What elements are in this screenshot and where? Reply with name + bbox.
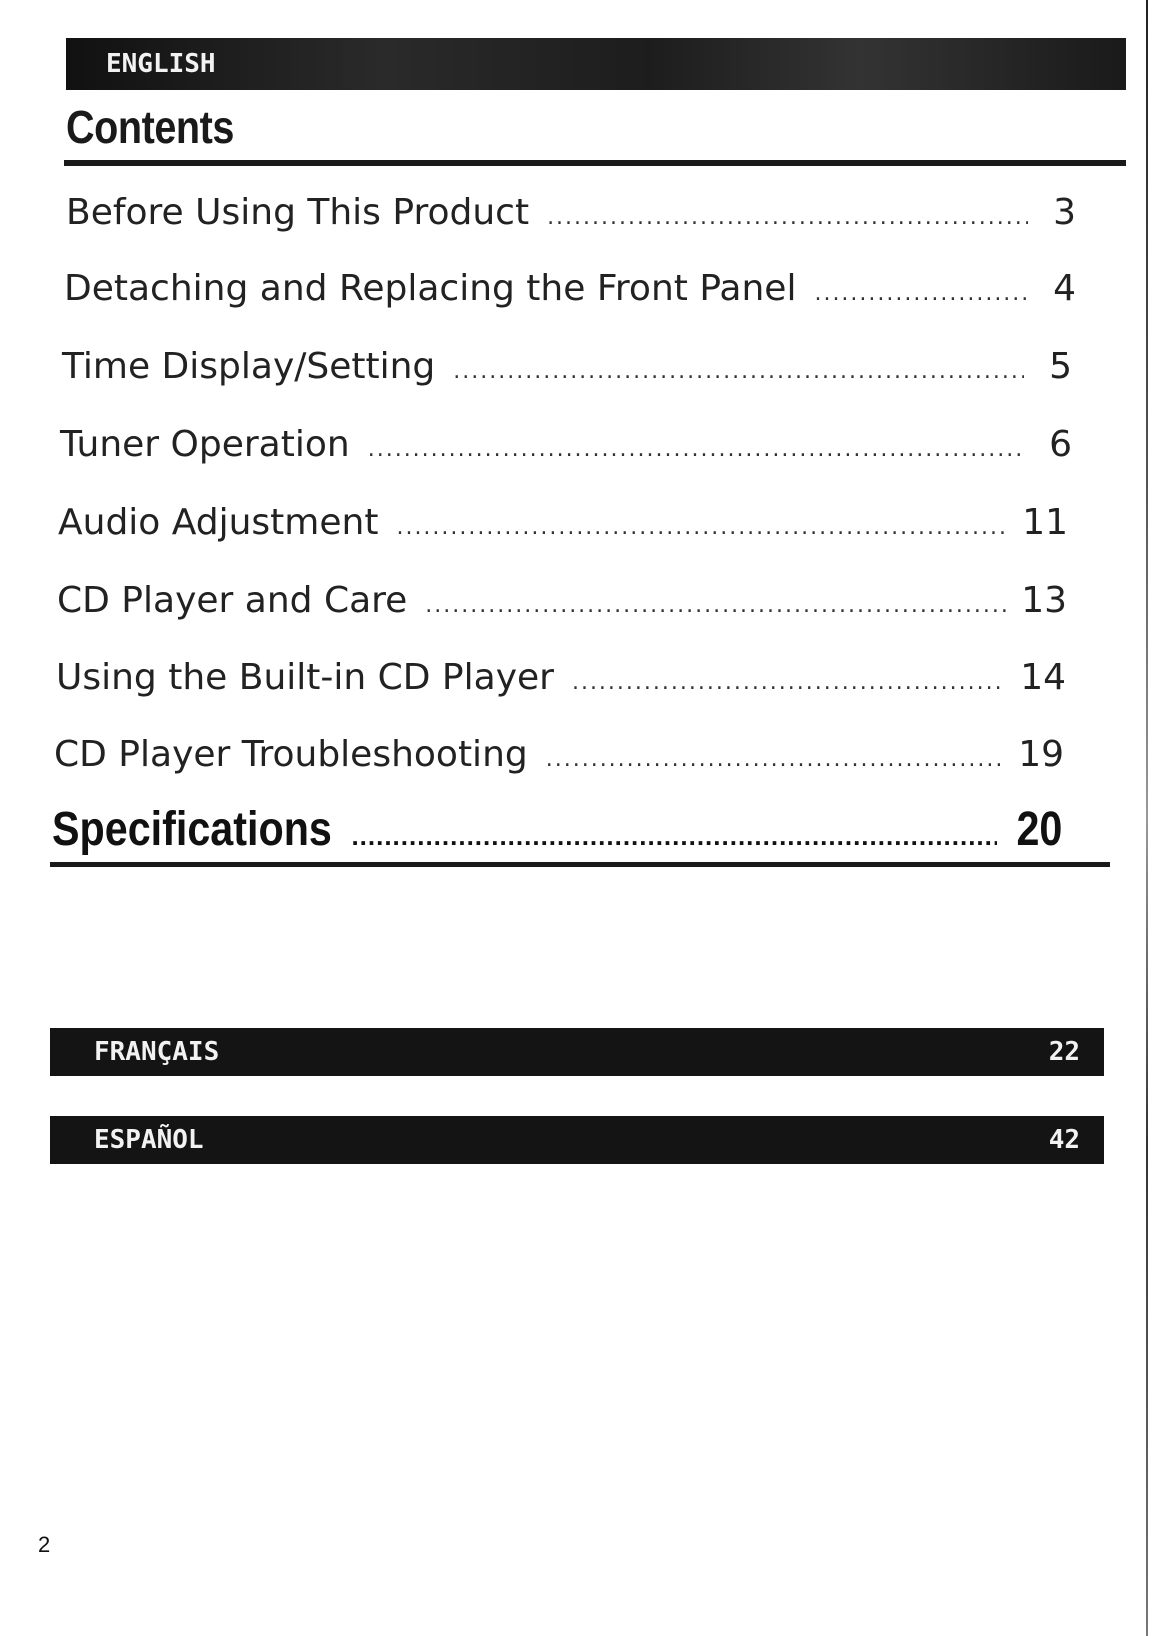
toc-entry-page: 14 xyxy=(1020,657,1066,698)
toc-entry-title: Detaching and Replacing the Front Panel xyxy=(64,268,797,309)
toc-entry-page: 19 xyxy=(1018,734,1064,775)
toc-entry[interactable] xyxy=(66,192,1076,233)
toc-entry[interactable] xyxy=(58,502,1068,543)
toc-entry[interactable] xyxy=(57,580,1067,621)
dot-leader xyxy=(814,281,1028,306)
contents-heading: Contents xyxy=(66,101,234,153)
dot-leader xyxy=(396,515,1008,540)
dot-leader xyxy=(546,747,1004,772)
section-rule xyxy=(50,862,1110,867)
language-label: ESPAÑOL xyxy=(94,1125,204,1155)
toc-entry-specifications[interactable] xyxy=(52,802,1062,857)
toc-entry-title: CD Player Troubleshooting xyxy=(54,734,528,775)
toc-entry-title: Using the Built-in CD Player xyxy=(56,657,554,698)
toc-entry-title: Time Display/Setting xyxy=(62,346,436,387)
toc-entry-title: Specifications xyxy=(52,803,332,856)
toc-entry-page: 5 xyxy=(1049,346,1072,387)
toc-entry-page: 4 xyxy=(1053,268,1076,309)
toc-entry[interactable] xyxy=(62,346,1072,387)
dot-leader xyxy=(425,593,1007,618)
page-number: 2 xyxy=(38,1532,51,1557)
toc-entry-page: 11 xyxy=(1022,502,1068,543)
language-page: 42 xyxy=(1048,1125,1080,1155)
toc-entry[interactable] xyxy=(56,657,1066,698)
dot-leader xyxy=(368,437,1024,462)
toc-entry-title: Audio Adjustment xyxy=(58,502,379,543)
language-banner-spanish[interactable] xyxy=(50,1116,1104,1164)
toc-entry-page: 6 xyxy=(1049,424,1072,465)
toc-entry[interactable] xyxy=(60,424,1072,465)
language-page: 22 xyxy=(1048,1037,1080,1067)
language-label: ENGLISH xyxy=(106,49,216,79)
toc-entry[interactable] xyxy=(54,734,1064,775)
dot-leader xyxy=(572,670,1006,695)
dot-leader xyxy=(351,821,996,852)
toc-entry[interactable] xyxy=(64,268,1076,309)
dot-leader xyxy=(547,205,1028,230)
dot-leader xyxy=(453,359,1024,384)
language-banner-french[interactable] xyxy=(50,1028,1104,1076)
language-label: FRANÇAIS xyxy=(94,1037,220,1067)
toc-entry-title: Before Using This Product xyxy=(66,192,530,233)
toc-entry-title: CD Player and Care xyxy=(57,580,408,621)
toc-entry-page: 3 xyxy=(1053,192,1076,233)
toc-entry-page: 13 xyxy=(1021,580,1067,621)
toc-entry-title: Tuner Operation xyxy=(60,424,350,465)
toc-entry-page: 20 xyxy=(1016,803,1062,856)
